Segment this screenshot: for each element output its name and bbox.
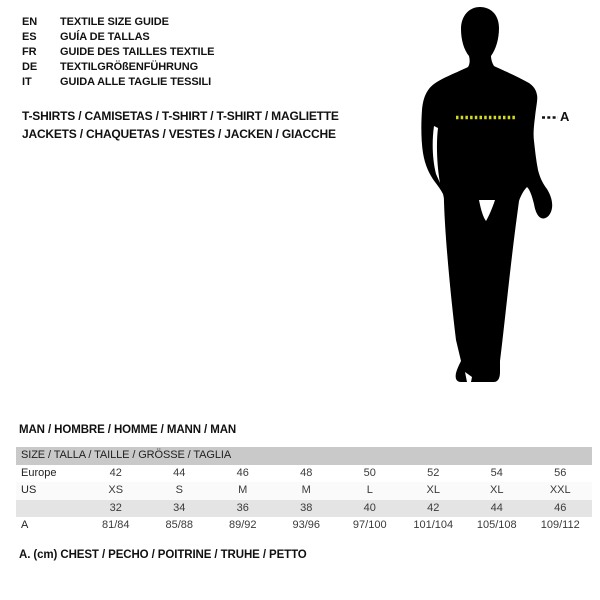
size-row-numeric [16,500,592,518]
size-cell: M [238,484,248,497]
size-row-europe [16,465,592,483]
category-line-tshirts: T-SHIRTS / CAMISETAS / T-SHIRT / T-SHIRT / MAGLIETTE [22,109,339,123]
size-row-a-chest [16,517,592,535]
language-title-list [22,15,214,90]
man-silhouette-svg [390,0,600,400]
size-cell: 93/96 [292,519,321,532]
size-cell: 50 [363,466,376,479]
lang-code: DE [22,61,38,73]
section-title-man: MAN / HOMBRE / HOMME / MANN / MAN [19,424,237,436]
lang-code: FR [22,46,37,58]
size-cell: 56 [554,466,567,479]
size-cell: 105/108 [476,519,517,532]
size-cell: 38 [300,501,313,514]
lang-code: EN [22,16,38,28]
size-cell: 46 [236,466,249,479]
man-silhouette [421,7,552,382]
size-cell: 81/84 [101,519,130,532]
size-cell: 32 [109,501,122,514]
size-cell: XL [490,484,504,497]
lang-row-fr [22,45,214,60]
lang-label: GUÍA DE TALLAS [60,31,150,43]
size-cell: 42 [109,466,122,479]
size-cell: 54 [490,466,503,479]
category-list [22,108,339,143]
size-cell: 48 [300,466,313,479]
lang-label: TEXTILE SIZE GUIDE [60,16,169,28]
lang-row-de [22,60,214,75]
size-cell: 44 [490,501,503,514]
measure-label-a: A [560,109,570,124]
measurement-footnote: A. (cm) CHEST / PECHO / POITRINE / TRUHE / PETTO [19,549,307,561]
size-cell: M [301,484,311,497]
size-row-label [16,500,84,518]
size-cell: 46 [554,501,567,514]
lang-row-en [22,15,214,30]
size-cell: 52 [427,466,440,479]
size-cell: 89/92 [228,519,257,532]
size-cell: 101/104 [413,519,454,532]
size-cell: 36 [236,501,249,514]
size-cell: XXL [549,484,571,497]
size-row-label: Europe [21,466,57,479]
lang-row-it [22,75,214,90]
size-cell: 40 [363,501,376,514]
size-row-us [16,482,592,500]
size-cell: 34 [173,501,186,514]
size-row-label: A [21,519,29,532]
lang-label: GUIDA ALLE TAGLIE TESSILI [60,76,212,88]
size-cell: 42 [427,501,440,514]
size-cell: S [175,484,183,497]
category-line-jackets: JACKETS / CHAQUETAS / VESTES / JACKEN / GIACCHE [22,126,336,141]
man-figure [390,0,600,400]
size-cell: 109/112 [540,519,580,532]
size-table [16,447,592,535]
lang-label: GUIDE DES TAILLES TEXTILE [60,46,215,58]
size-cell: 97/100 [352,519,387,532]
lang-code: IT [22,76,32,88]
size-cell: L [366,484,373,497]
size-table-header: SIZE / TALLA / TAILLE / GRÖSSE / TAGLIA [16,447,592,465]
size-cell: 44 [173,466,186,479]
size-cell: 85/88 [165,519,194,532]
size-cell: XL [426,484,440,497]
size-cell: XS [108,484,124,497]
lang-row-es [22,30,214,45]
lang-label: TEXTILGRÖßENFÜHRUNG [60,61,199,73]
lang-code: ES [22,31,37,43]
size-row-label: US [21,484,37,497]
